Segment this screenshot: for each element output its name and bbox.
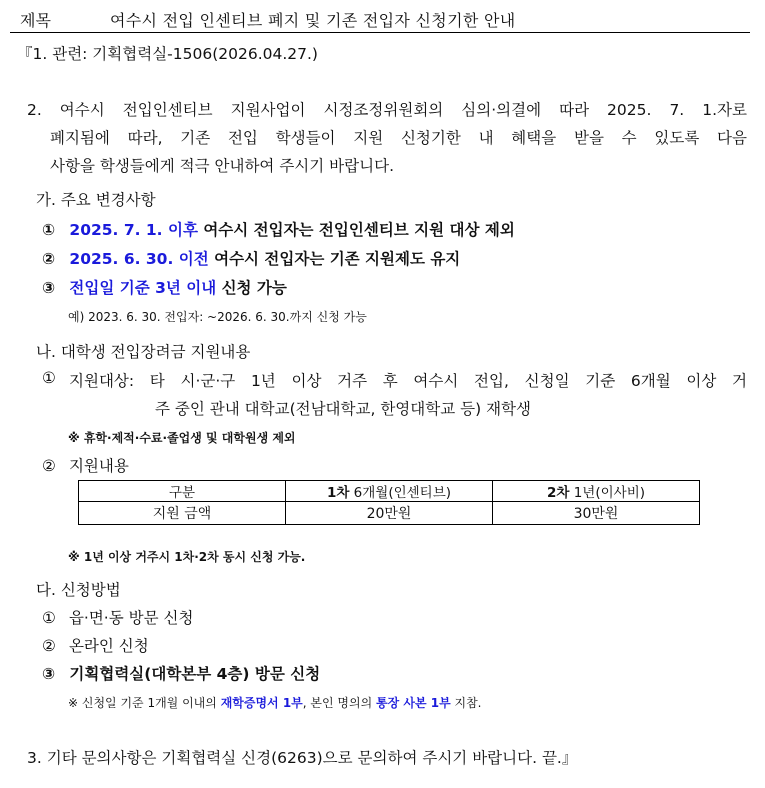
na-item-2-text: 지원내용 [68,457,129,475]
ga-item-1-text: 여수시 전입자는 전입인센티브 지원 대상 제외 [197,221,515,239]
na-note-exclusion: ※ 휴학·제적·수료·졸업생 및 대학원생 제외 [68,431,296,445]
body-para-line-1: 2. 여수시 전입인센티브 지원사업이 시정조정위원회의 심의·의결에 따라 2025. 7. 1.자로 [27,101,747,119]
da-item-1-text: 읍·면·동 방문 신청 [68,609,194,627]
support-table [78,480,700,525]
da-item-3-text: 기획협력실(대학본부 4층) 방문 신청 [69,665,321,683]
circled-number: ① [42,221,56,239]
table-cell: 30만원 [493,502,700,525]
circled-number: ② [42,250,56,268]
table-header-cell: 구분 [79,481,286,502]
related-reference: 『1. 관련: 기획협력실-1506(2026.04.27.) [17,45,318,63]
document-header [10,6,750,33]
body-para-line-3: 사항을 학생들에게 적극 안내하여 주시기 바랍니다. [50,157,394,175]
doc-bankbook-copy: 통장 사본 1부 [376,696,451,710]
na-item-1-line-1: 지원대상: 타 시·군·구 1년 이상 거주 후 여수시 전입, 신청일 기준 6개월 이상 거 [69,372,747,390]
ga-item-3 [42,276,287,298]
na-item-2 [42,454,129,476]
ga-item-3-period: 전입일 기준 3년 이내 [69,279,217,297]
closing-contact: 3. 기타 문의사항은 기획협력실 신경(6263)으로 문의하여 주시기 바랍니다. 끝.』 [27,749,578,767]
na-item-1-num: ① [42,369,56,387]
ga-item-1 [42,218,515,240]
table-header-row [79,481,700,502]
table-row [79,502,700,525]
ga-example: 예) 2023. 6. 30. 전입자: ~2026. 6. 30.까지 신청 가능 [68,310,367,324]
na-item-1-line-2: 주 중인 관내 대학교(전남대학교, 한영대학교 등) 재학생 [155,400,531,418]
section-na-heading: 나. 대학생 전입장려금 지원내용 [36,343,251,361]
ga-item-2 [42,247,460,269]
document-title: 여수시 전입 인센티브 폐지 및 기존 전입자 신청기한 안내 [110,11,516,30]
table-cell: 지원 금액 [79,502,286,525]
circled-number: ③ [42,665,56,683]
body-para-line-2: 폐지됨에 따라, 기존 전입 학생들이 지원 신청기한 내 혜택을 받을 수 있도록 다음 [50,129,747,147]
section-da-heading: 다. 신청방법 [36,581,121,599]
da-item-3 [42,662,320,684]
da-item-2-text: 온라인 신청 [68,637,149,655]
ga-item-2-date: 2025. 6. 30. 이전 [69,250,209,268]
header-label: 제목 [20,11,51,30]
doc-enrollment-cert: 재학증명서 1부 [220,696,303,710]
ga-item-1-date: 2025. 7. 1. 이후 [69,221,198,239]
section-ga-heading: 가. 주요 변경사항 [36,191,156,209]
da-item-2 [42,634,149,656]
circled-number: ② [42,637,56,655]
na-note-simultaneous: ※ 1년 이상 거주시 1차·2차 동시 신청 가능. [68,550,306,564]
da-note-documents: ※ 신청일 기준 1개월 이내의 재학증명서 1부, 본인 명의의 통장 사본 1부 지참. [68,696,482,710]
circled-number: ② [42,457,56,475]
da-item-1 [42,606,193,628]
table-header-cell: 1차 6개월(인센티브) [286,481,493,502]
table-header-cell: 2차 1년(이사비) [493,481,700,502]
circled-number: ① [42,609,56,627]
ga-item-3-text: 신청 가능 [216,279,287,297]
circled-number: ③ [42,279,56,297]
table-cell: 20만원 [286,502,493,525]
ga-item-2-text: 여수시 전입자는 기존 지원제도 유지 [208,250,461,268]
